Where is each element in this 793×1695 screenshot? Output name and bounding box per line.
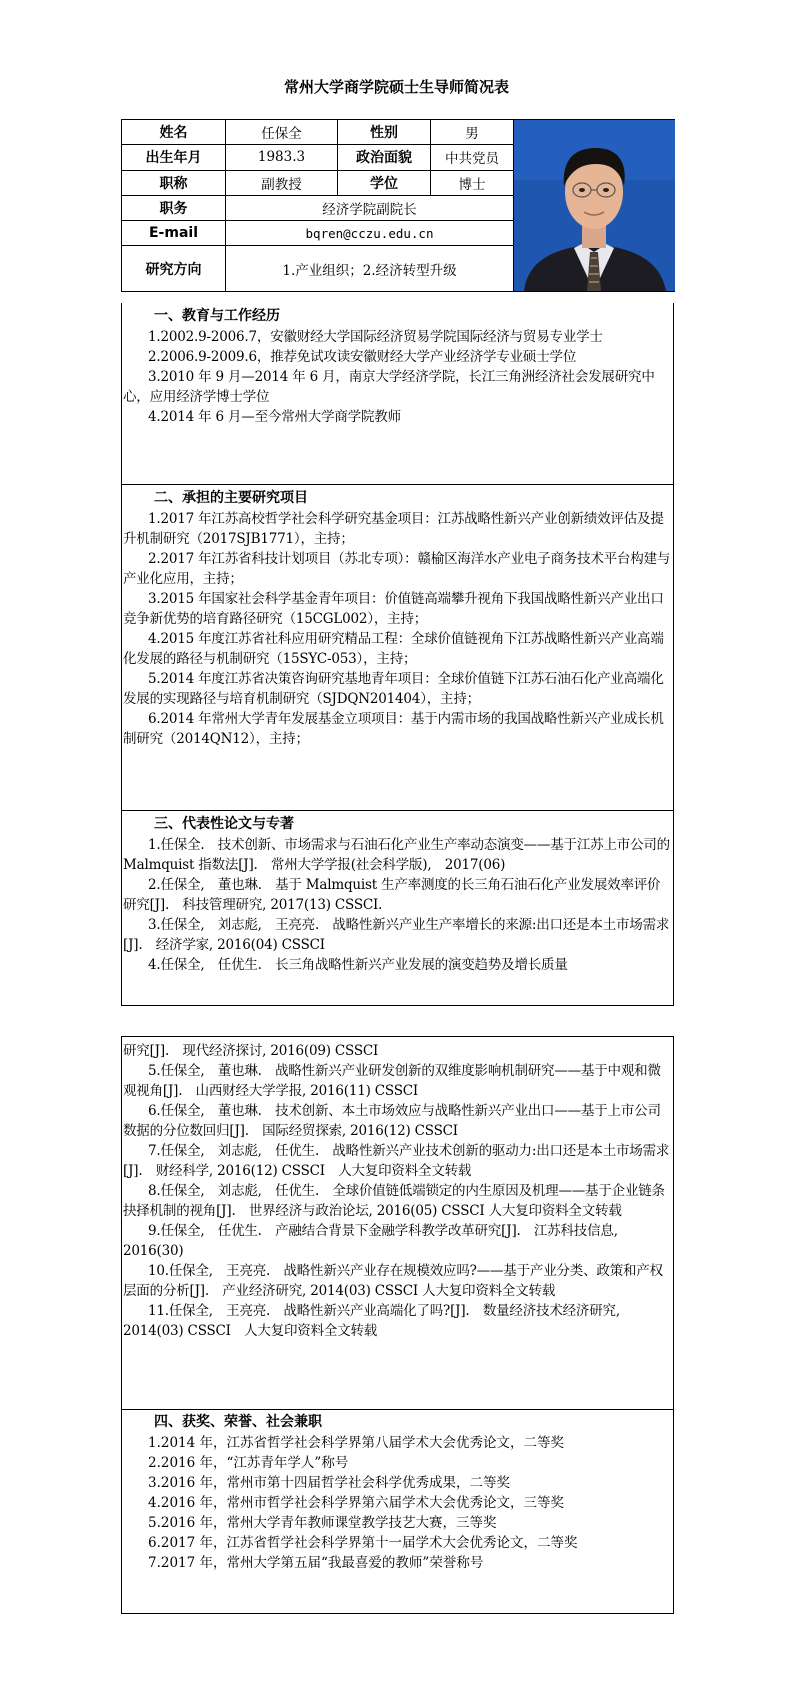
list-item: 4.2015 年度江苏省社科应用研究精品工程：全球价值链视角下江苏战略性新兴产业高端化发展的路径与机制研究（15SYC-053），主持； xyxy=(123,631,664,667)
awards-section xyxy=(121,1409,674,1614)
list-item: 4.任保全, 任优生. 长三角战略性新兴产业发展的演变趋势及增长质量 xyxy=(148,957,568,973)
papers-heading: 三、代表性论文与专著 xyxy=(154,816,294,832)
projects-heading: 二、承担的主要研究项目 xyxy=(154,490,308,506)
list-item: 3.2010 年 9 月—2014 年 6 月，南京大学经济学院，长江三角洲经济社会发展研究中心，应用经济学博士学位 xyxy=(123,369,655,405)
email-label: E-mail xyxy=(122,221,226,246)
position-label: 职务 xyxy=(122,195,226,220)
list-item: 4.2016 年，常州市哲学社会科学界第六届学术大会优秀论文，三等奖 xyxy=(148,1495,565,1511)
degree-label: 学位 xyxy=(338,170,431,195)
political-label: 政治面貌 xyxy=(338,145,431,170)
title-value: 副教授 xyxy=(226,170,338,195)
list-item: 7.2017 年，常州大学第五届“我最喜爱的教师”荣誉称号 xyxy=(148,1555,484,1571)
name-value: 任保全 xyxy=(226,120,338,145)
title-label: 职称 xyxy=(122,170,226,195)
list-item: 4.2014 年 6 月—至今常州大学商学院教师 xyxy=(148,409,401,425)
list-item: 8.任保全, 刘志彪, 任优生. 全球价值链低端锁定的内生原因及机理——基于企业链条抉择机制的视角[J]. 世界经济与政治论坛, 2016(05) CSSCI 人大复印资料全文转载 xyxy=(123,1183,665,1219)
list-item: 1.2017 年江苏高校哲学社会科学研究基金项目：江苏战略性新兴产业创新绩效评估及提升机制研究（2017SJB1771），主持； xyxy=(123,511,664,547)
profile-table xyxy=(121,119,675,292)
list-item: 6.2017 年，江苏省哲学社会科学界第十一届学术大会优秀论文，二等奖 xyxy=(148,1535,578,1551)
gender-value: 男 xyxy=(431,120,514,145)
position-value: 经济学院副院长 xyxy=(226,195,514,220)
list-item: 3.2015 年国家社会科学基金青年项目：价值链高端攀升视角下我国战略性新兴产业出口竞争新优势的培育路径研究（15CGL002），主持； xyxy=(123,591,664,627)
birth-label: 出生年月 xyxy=(122,145,226,170)
list-item: 1.2014 年，江苏省哲学社会科学界第八届学术大会优秀论文，二等奖 xyxy=(148,1435,565,1451)
list-item: 研究[J]. 现代经济探讨, 2016(09) CSSCI xyxy=(123,1043,379,1059)
papers-section-page1 xyxy=(121,811,674,1006)
list-item: 5.2016 年，常州大学青年教师课堂教学技艺大赛，三等奖 xyxy=(148,1515,497,1531)
portrait-photo xyxy=(514,120,675,292)
education-section xyxy=(121,303,674,485)
list-item: 2.任保全, 董也琳. 基于 Malmquist 生产率测度的长三角石油石化产业发展效率评价研究[J]. 科技管理研究, 2017(13) CSSCI. xyxy=(123,877,661,913)
list-item: 11.任保全, 王亮亮. 战略性新兴产业高端化了吗?[J]. 数量经济技术经济研究, 2014(03) CSSCI 人大复印资料全文转载 xyxy=(123,1303,620,1339)
list-item: 1.任保全. 技术创新、市场需求与石油石化产业生产率动态演变——基于江苏上市公司的 Malmquist 指数法[J]. 常州大学学报(社会科学版), 2017(06) xyxy=(123,837,670,873)
gender-label: 性别 xyxy=(338,120,431,145)
name-label: 姓名 xyxy=(122,120,226,145)
list-item: 10.任保全, 王亮亮. 战略性新兴产业存在规模效应吗?——基于产业分类、政策和产权层面的分析[J]. 产业经济研究, 2014(03) CSSCI 人大复印资料全文转载 xyxy=(123,1263,663,1299)
projects-section xyxy=(121,485,674,811)
political-value: 中共党员 xyxy=(431,145,514,170)
email-value: bqren@cczu.edu.cn xyxy=(226,221,514,246)
list-item: 6.任保全, 董也琳. 技术创新、本土市场效应与战略性新兴产业出口——基于上市公司数据的分位数回归[J]. 国际经贸探索, 2016(12) CSSCI xyxy=(123,1103,661,1139)
list-item: 5.2014 年度江苏省决策咨询研究基地青年项目：全球价值链下江苏石油石化产业高端化发展的实现路径与培育机制研究（SJDQN201404），主持； xyxy=(123,671,664,707)
birth-value: 1983.3 xyxy=(226,145,338,170)
list-item: 3.任保全, 刘志彪, 王亮亮. 战略性新兴产业生产率增长的来源:出口还是本土市场需求[J]. 经济学家, 2016(04) CSSCI xyxy=(123,917,670,953)
list-item: 1.2002.9-2006.7，安徽财经大学国际经济贸易学院国际经济与贸易专业学士 xyxy=(148,329,603,345)
list-item: 7.任保全, 刘志彪, 任优生. 战略性新兴产业技术创新的驱动力:出口还是本土市场需求[J]. 财经科学, 2016(12) CSSCI 人大复印资料全文转载 xyxy=(123,1143,670,1179)
list-item: 2.2017 年江苏省科技计划项目（苏北专项）：赣榆区海洋水产业电子商务技术平台构建与产业化应用，主持； xyxy=(123,551,671,587)
research-value: 1.产业组织；2.经济转型升级 xyxy=(226,246,514,292)
list-item: 9.任保全, 任优生. 产融结合背景下金融学科教学改革研究[J]. 江苏科技信息, 2016(30) xyxy=(123,1223,618,1259)
list-item: 3.2016 年，常州市第十四届哲学社会科学优秀成果，二等奖 xyxy=(148,1475,511,1491)
research-label: 研究方向 xyxy=(122,246,226,292)
education-heading: 一、教育与工作经历 xyxy=(154,308,280,324)
list-item: 6.2014 年常州大学青年发展基金立项项目：基于内需市场的我国战略性新兴产业成长机制研究（2014QN12），主持； xyxy=(123,711,664,747)
awards-heading: 四、获奖、荣誉、社会兼职 xyxy=(154,1414,322,1430)
list-item: 2.2006.9-2009.6，推荐免试攻读安徽财经大学产业经济学专业硕士学位 xyxy=(148,349,577,365)
papers-section-page2 xyxy=(121,1036,674,1410)
list-item: 2.2016 年，“江苏青年学人”称号 xyxy=(148,1455,349,1471)
list-item: 5.任保全, 董也琳. 战略性新兴产业研发创新的双维度影响机制研究——基于中观和微观视角[J]. 山西财经大学学报, 2016(11) CSSCI xyxy=(123,1063,661,1099)
document-title: 常州大学商学院硕士生导师简况表 xyxy=(283,78,509,96)
degree-value: 博士 xyxy=(431,170,514,195)
